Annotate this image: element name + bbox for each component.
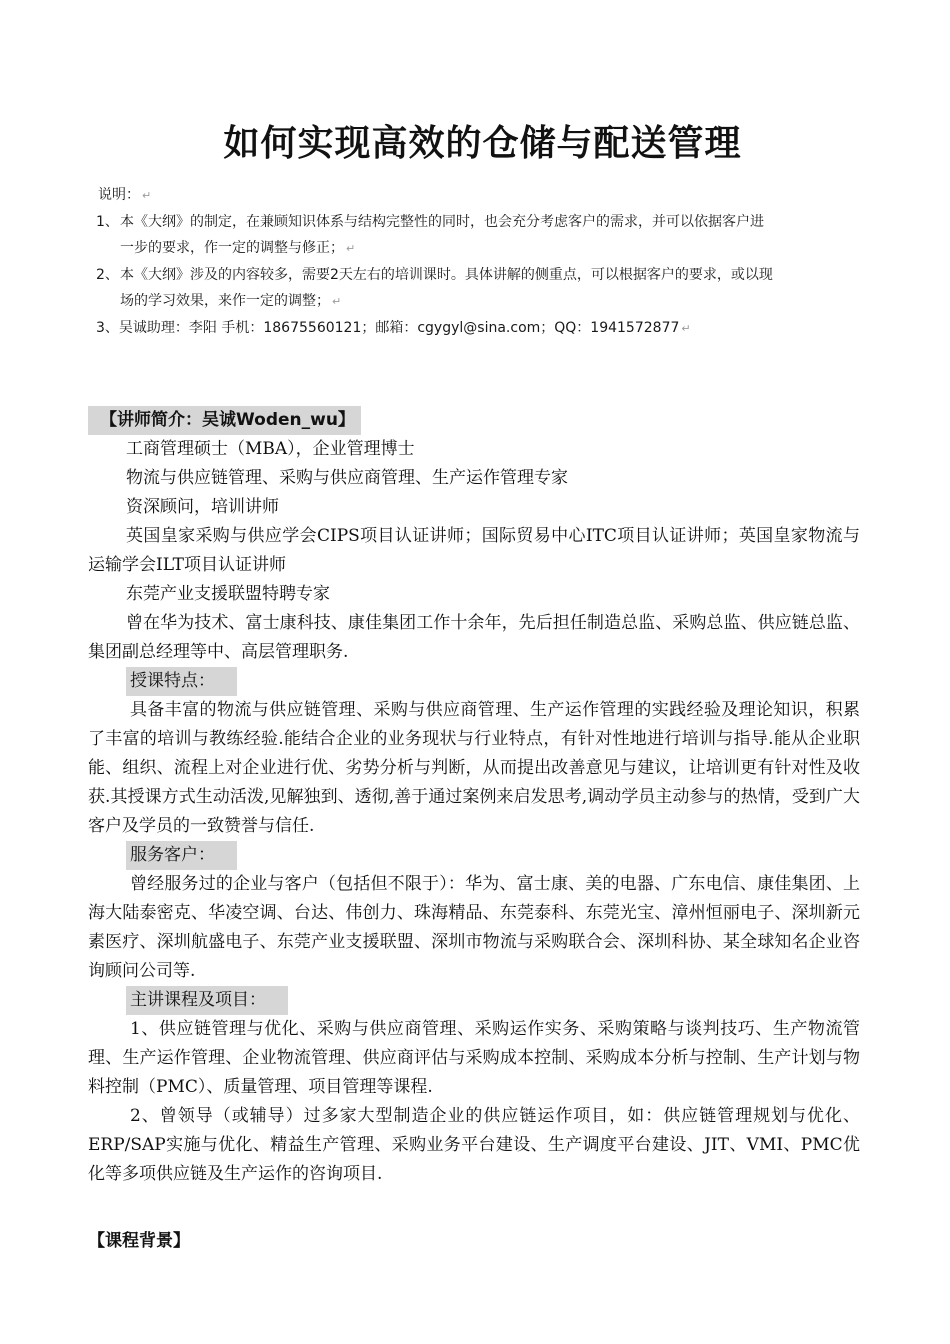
instructor-line: 物流与供应链管理、采购与供应商管理、生产运作管理专家 — [126, 468, 568, 488]
clients-text: 曾经服务过的企业与客户（包括但不限于）：华为、富士康、美的电器、广东电信、康佳集团、上海大陆泰密克、华凌空调、台达、伟创力、珠海精品、东莞泰科、东莞光宝、漳州恒丽电子、深圳新元素医疗、深圳航盛电子、东莞产业支援联盟、深圳市物流与采购联合会、深圳科协、某全球知名企业咨询顾问公司等. — [88, 874, 860, 981]
note-item-3: 3、吴诚助理：李阳 手机：18675560121；邮箱：cgygyl@sina.com；QQ：1941572877 ↵ — [96, 320, 691, 336]
return-mark-icon: ↵ — [681, 322, 691, 335]
return-mark-icon: ↵ — [346, 242, 356, 255]
note-item-2: 2、 本《大纲》涉及的内容较多，需要2天左右的培训课时。具体讲解的侧重点，可以根据客户的要求，或以现场的学习效果，来作一定的调整； ↵ — [96, 267, 773, 309]
background-heading: 【课程背景】 — [88, 1231, 190, 1251]
main-content — [88, 406, 860, 1256]
notes-label: 说明： ↵ — [98, 187, 152, 203]
notes-section — [96, 182, 776, 342]
courses-label: 主讲课程及项目： — [126, 986, 288, 1015]
return-mark-icon: ↵ — [142, 189, 152, 202]
instructor-line: 曾在华为技术、富士康科技、康佳集团工作十余年，先后担任制造总监、采购总监、供应链总监、集团副总经理等中、高层管理职务. — [88, 613, 860, 662]
document-title: 如何实现高效的仓储与配送管理 — [223, 123, 742, 164]
instructor-heading: 【讲师简介：吴诚Woden_wu】 — [88, 406, 361, 435]
teaching-label: 授课特点： — [126, 667, 237, 696]
instructor-line: 英国皇家采购与供应学会CIPS项目认证讲师；国际贸易中心ITC项目认证讲师；英国皇家物流与运输学会ILT项目认证讲师 — [88, 526, 860, 575]
course-item: 2、曾领导（或辅导）过多家大型制造企业的供应链运作项目，如：供应链管理规划与优化、ERP/SAP实施与优化、精益生产管理、采购业务平台建设、生产调度平台建设、JIT、VMI、PMC优化等多项供应链及生产运作的咨询项目. — [88, 1106, 860, 1184]
return-mark-icon: ↵ — [332, 295, 342, 308]
teaching-text: 具备丰富的物流与供应链管理、采购与供应商管理、生产运作管理的实践经验及理论知识，积累了丰富的培训与教练经验.能结合企业的业务现状与行业特点，有针对性地进行培训与指导.能从企业职能、组织、流程上对企业进行优、劣势分析与判断，从而提出改善意见与建议，让培训更有针对性及收获.其授课方式生动活泼,见解独到、透彻,善于通过案例来启发思考,调动学员主动参与的热情，受到广大客户及学员的一致赞誉与信任. — [88, 700, 860, 836]
note-item-1: 1、 本《大纲》的制定，在兼顾知识体系与结构完整性的同时，也会充分考虑客户的需求，并可以依据客户进一步的要求，作一定的调整与修正； ↵ — [96, 214, 764, 256]
course-item: 1、供应链管理与优化、采购与供应商管理、采购运作实务、采购策略与谈判技巧、生产物流管理、生产运作管理、企业物流管理、供应商评估与采购成本控制、采购成本分析与控制、生产计划与物料控制（PMC）、质量管理、项目管理等课程. — [88, 1019, 860, 1097]
instructor-line: 工商管理硕士（MBA），企业管理博士 — [126, 439, 415, 459]
clients-label: 服务客户： — [126, 841, 237, 870]
instructor-line: 资深顾问，培训讲师 — [126, 497, 279, 517]
instructor-line: 东莞产业支援联盟特聘专家 — [126, 584, 330, 604]
